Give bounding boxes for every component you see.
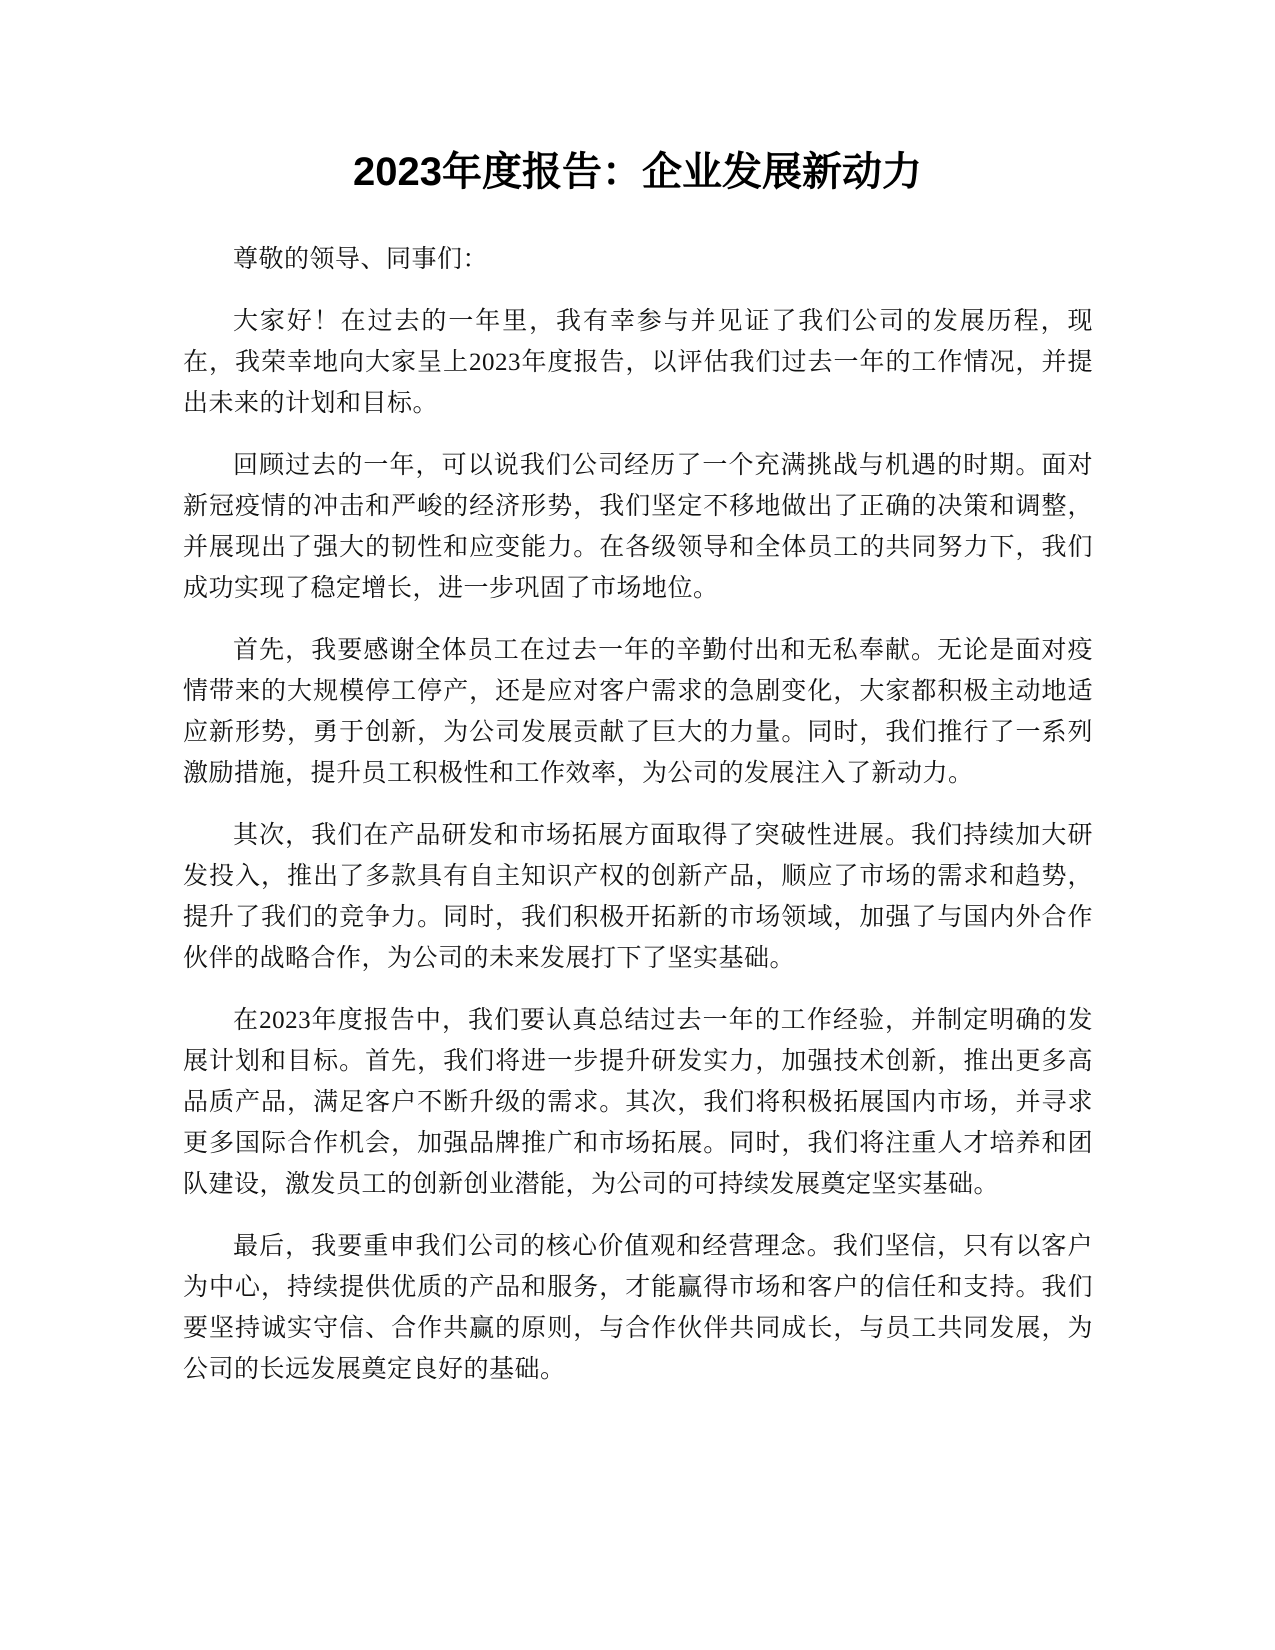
document-title: 2023年度报告：企业发展新动力 xyxy=(353,150,922,194)
paragraph-salutation: 尊敬的领导、同事们： xyxy=(233,246,489,273)
paragraph-plans: 在2023年度报告中，我们要认真总结过去一年的工作经验，并制定明确的发展计划和目标。首先，我们将进一步提升研发实力，加强技术创新，推出更多高品质产品，满足客户不断升级的需求。其次，我们将积极拓展国内市场，并寻求更多国际合作机会，加强品牌推广和市场拓展。同时，我们将注重人才培养和团队建设，激发员工的创新创业潜能，为公司的可持续发展奠定坚实基础。 xyxy=(183,1007,1093,1198)
paragraph-thanks-employees: 首先，我要感谢全体员工在过去一年的辛勤付出和无私奉献。无论是面对疫情带来的大规模停工停产，还是应对客户需求的急剧变化，大家都积极主动地适应新形势，勇于创新，为公司发展贡献了巨大的力量。同时，我们推行了一系列激励措施，提升员工积极性和工作效率，为公司的发展注入了新动力。 xyxy=(183,637,1093,787)
paragraph-greeting: 大家好！在过去的一年里，我有幸参与并见证了我们公司的发展历程，现在，我荣幸地向大家呈上2023年度报告，以评估我们过去一年的工作情况，并提出未来的计划和目标。 xyxy=(183,308,1093,417)
paragraph-rd-market: 其次，我们在产品研发和市场拓展方面取得了突破性进展。我们持续加大研发投入，推出了多款具有自主知识产权的创新产品，顺应了市场的需求和趋势，提升了我们的竞争力。同时，我们积极开拓新的市场领域，加强了与国内外合作伙伴的战略合作，为公司的未来发展打下了坚实基础。 xyxy=(183,822,1093,972)
paragraph-values: 最后，我要重申我们公司的核心价值观和经营理念。我们坚信，只有以客户为中心，持续提供优质的产品和服务，才能赢得市场和客户的信任和支持。我们要坚持诚实守信、合作共赢的原则，与合作伙伴共同成长，与员工共同发展，为公司的长远发展奠定良好的基础。 xyxy=(183,1233,1093,1383)
document-body xyxy=(183,239,1093,1411)
paragraph-review: 回顾过去的一年，可以说我们公司经历了一个充满挑战与机遇的时期。面对新冠疫情的冲击和严峻的经济形势，我们坚定不移地做出了正确的决策和调整，并展现出了强大的韧性和应变能力。在各级领导和全体员工的共同努力下，我们成功实现了稳定增长，进一步巩固了市场地位。 xyxy=(183,452,1093,602)
